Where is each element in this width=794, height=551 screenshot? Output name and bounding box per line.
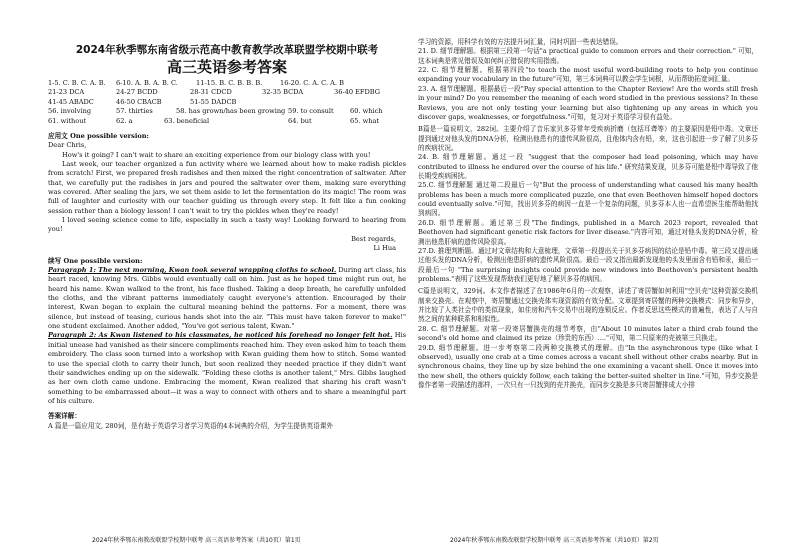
answer-row [48, 107, 406, 116]
answer-row [48, 88, 406, 97]
answer-cell: 60. which [350, 107, 383, 116]
writing-heading: 应用文 One possible version: [48, 131, 149, 140]
explanation-item: 23. A. 细节理解题。根据最后一段"Pay special attention to the Chapter Review! Are the words still fresh in your mind? Do you remember the meaning of each word studied in the previous sessions? In these Reviews, you are not only testing your learning but also tightening up any areas in which you discover gaps, weaknesses, or forgetfulness."可知，复习对于英语学习很有益处。 [418, 84, 758, 121]
answer-cell: 41-45 ABADC [48, 97, 94, 106]
explanation-item: 26.D. 细节理解题。通过第三段"The findings, published in a March 2023 report, revealed that Beethoven had significant genetic risk factors for liver disease."内容可知，通过对他头发的DNA分析，检测出他患肝病的遗传风险很高。 [418, 218, 758, 246]
answer-row [48, 117, 406, 126]
answer-cell: 16-20. C. A. C. A. B [280, 79, 344, 88]
continuation-heading: 续写 One possible version: [48, 256, 143, 265]
document-subtitle: 高三英语参考答案 [166, 57, 287, 76]
explanation-item: 29.D. 细节理解题。进一步考察第二段两种交换模式的理解。由"In the asynchronous type (like what I observed), usually one crab at a time comes across a vacant shell without other crabs nearby. But in synchronous chains, they line up by size behind the one examining a vacant shell. Once it moves into the new shell, the others quickly follow, each taking the better-suited shelter in line."可知，异步交换是像作者第一段描述的那样，一次只有一只找到的壳并换壳，而同步交换是多只寄居蟹排成大小排 [418, 343, 758, 389]
answer-row [48, 98, 406, 107]
answer-cell: 46-50 CBACB [116, 97, 162, 106]
answer-cell: 64. but [288, 116, 312, 125]
explanation-item: 21. D. 细节理解题。根据第三段第一句话"a practical guide to common errors and their correction." 可知，这本词典是常见错误及如何纠正错误的实用指南。 [418, 47, 758, 65]
paragraph-body: His initial unease had vanished as their sincere compliments reached him. They even asked him to teach them embroidery. The class soon turned into a workshop with Kwan guiding them how to stitch. Some wanted to use the special cloth to carry their lunch, but soon realized they needed practice if they didn't want their sandwiches ending up on the sidewalk. "Folding these cloths is another talent," Mrs. Gibbs laughed as her own cloth came undone. Embracing the moment, Kwan realized that sharing his craft wasn't something to be embarrassed about—it was a way to connect with others and to share a meaningful part of his culture. [48, 331, 406, 405]
section-c-summary: C篇是说明文，329词。本文作者描述了在1986年6月的一次观察，讲述了寄居蟹如何利用"空贝壳"这种资源交换机制来交换壳。在观察中，寄居蟹通过交换壳体实现资源的有效分配。文章提到寄居蟹的两种交换模式：同步和异步，并比较了人类社会中的类似现象，如住房和汽车交易中出现的连锁反应。作者反思这些模式的普遍性，表达了人与自然之间的某种联系和相似性。 [418, 287, 758, 324]
paragraph-body: During art class, his heart raced, knowing Mrs. Gibbs would eventually call on him. Just as he hoped time might run out, he heard his name. Kwan walked to the front, his face flushed. Taking a deep breath, he carefully unfolded the cloths, and the vibrant patterns immediately caught everyone's attention. Encouraged by their interest, Kwan began to explain the cultural meaning behind the patterns. For a moment, there was silence, but instead of teasing, curious hands shot into the air. "This must have taken forever to make!" one student exclaimed. Another added, "You've got serious talent, Kwan." [48, 265, 407, 331]
explanation-item: 24. B. 细节理解题。通过一段 "suggest that the composer had lead poisoning, which may have contributed to illness he endured over the course of his life." 研究结果发现，贝多芬可能是铅中毒导致了他长期受疾病困扰。 [418, 153, 758, 181]
answer-cell: 65. what [350, 116, 380, 125]
explanation-item: 25.C. 细节理解题 通过第二段最后一句"But the process of understanding what caused his many health problems has been a much more complicated puzzle, one that even Beethoven himself hoped doctors could eventually solve."可知，找出贝多芬的病因一直是一个复杂的问题，贝多芬本人也一直希望医生能帮助他找到病因。 [418, 181, 758, 218]
paragraph-lead: Paragraph 2: As Kwan listened to his classmates, he noticed his forehead no longer felt hot. [48, 331, 393, 340]
explanation-item: 27.D. 推理判断题。通过对文章结构和大意梳理，文章第一段提出关于贝多芬病因的结论是铅中毒。第三段又提出通过他头发的DNA分析，检测出他患肝病的遗传风险很高。最后一段又指出最新发现他的头发里面含有铅和汞，最后一段最后一句 "The surprising insights could provide new windows into Beethoven's persistent health problems."表明了这些发现帮助我们更好地了解贝多芬的病因。 [418, 246, 758, 283]
answer-cell: 6-10. A. B. A. B. C. [116, 79, 178, 88]
page-1-footer: 2024年秋季鄂东南教改联盟学校期中联考 高三英语参考答案（共10页）第1页 [92, 537, 301, 544]
page-2 [418, 38, 758, 390]
letter-paragraph: How's it going? I can't wait to share an exciting experience from our biology class with you! [62, 150, 371, 159]
letter-greeting: Dear Chris, [48, 141, 87, 150]
answer-cell: 32-35 BCDA [262, 88, 304, 97]
answer-cell: 62. a [116, 116, 133, 125]
answer-row [48, 79, 406, 88]
answer-cell: 59. to consult [288, 107, 334, 116]
explanation-heading: 答案详解： [48, 412, 81, 421]
explanation-item: 28. C. 细节理解题。对第一段寄居蟹换壳的细节考察，由"About 10 minutes later a third crab found the second's old home and claimed its prize（珍贵的东西）...."可知，第二只原来的壳被第三只换走。 [418, 324, 758, 343]
answer-cell: 56. involving [48, 107, 92, 116]
letter-paragraph: Last week, our teacher organized a fun activity where we learned about how to make radish pickles from scratch! First, we prepared fresh radishes and then mixed the right concentration of saltwater. After that, we carefully put the radishes in jars and poured the saltwater over them, making sure everything was covered. After sealing the jars, we set them aside to let the fermentation do its magic! The room was full of laughter and curiosity with our teacher guiding us through every step. It felt like a fun cooking session rather than a biology lesson! I can't wait to try the pickles when they're ready! [48, 159, 406, 215]
answer-cell: 58. has grown/has been growing [176, 107, 286, 116]
answer-cell: 11-15. B. C. B. B. B. [196, 79, 263, 88]
continuation-paragraph-1 [48, 266, 406, 332]
answer-cell: 36-40 EFDBG [334, 88, 381, 97]
explanation-text: A 篇是一篇应用文, 280词，是有助于英语学习者学习英语的4本词典的介绍，为学生提供英语课外 [48, 421, 333, 430]
answer-grid [48, 79, 406, 126]
explanation-item: 22. C. 细节理解题。根据第四段"to teach the most useful word-building roots to help you continue expanding your vocabulary in the future"可知，第三本词典可以教会学生词根，从而帮助拓宽词汇量。 [418, 66, 758, 84]
answer-cell: 61. without [48, 116, 87, 125]
answer-cell: 63. beneficial [164, 116, 210, 125]
answer-cell: 21-23 DCA [48, 88, 85, 97]
answer-cell: 24-27 BCDD [116, 88, 158, 97]
explanation-line: 学习的资源，用科学有效的方法提升词汇量，同时巩固一些表达错误。 [418, 38, 623, 46]
letter-signature: Li Hua [373, 244, 396, 253]
answer-cell: 51-55 DADCB [190, 97, 237, 106]
page-2-footer: 2024年秋季鄂东南教改联盟学校期中联考 高三英语参考答案（共10页）第2页 [450, 537, 659, 544]
continuation-paragraph-2 [48, 331, 406, 406]
document-title: 2024年秋季鄂东南省级示范高中教育教学改革联盟学校期中联考 [75, 44, 379, 56]
paragraph-lead: Paragraph 1: The next morning, Kwan took several wrapping cloths to school. [48, 265, 337, 274]
section-b-summary: B篇是一篇说明文，282词。主要介绍了音乐家贝多芬常年受疾病折磨（包括耳聋等）的主要原因是铅中毒。文章还提到通过对他头发的DNA分析，检测出他患有的遗传风险很高，且他体内含有铅，来，这也引起进一步了解了贝多芬的疾病状况。 [418, 125, 758, 152]
answer-cell: 57. thirties [116, 107, 153, 116]
letter-closing: Best regards, [351, 234, 396, 243]
letter-paragraph: I loved seeing science come to life, especially in such a tasty way! Looking forward to hearing from you! [48, 216, 406, 234]
page-1 [48, 38, 406, 431]
answer-cell: 1-5. C. B. C. A. B. [48, 79, 106, 88]
answer-cell: 28-31 CDCD [190, 88, 232, 97]
